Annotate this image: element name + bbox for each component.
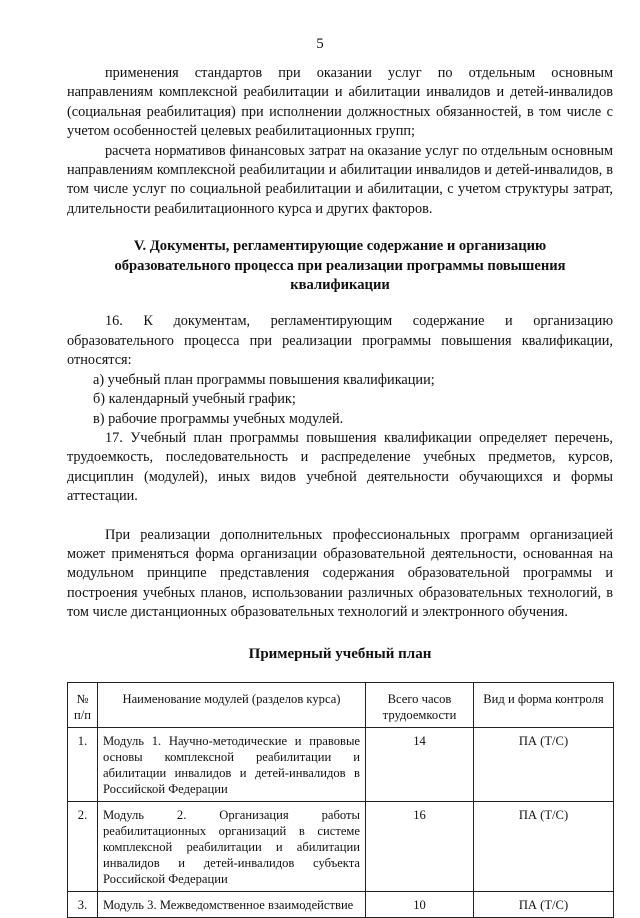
header-name: Наименование модулей (разделов курса) — [98, 682, 366, 727]
table-row — [68, 891, 614, 917]
row-module-name: Модуль 1. Научно-методические и правовые основы комплексной реабилитации и абилитации инвалидов и детей-инвалидов в Российской Федерации — [98, 727, 366, 801]
row-hours: 14 — [366, 727, 474, 801]
intro-paragraph-1: применения стандартов при оказании услуг по отдельным основным направлениям комплексной реабилитации и абилитации инвалидов и детей-инвалидов (социальная реабилитация) при исполнении должностных обязанностей, в том числе с учетом особенностей целевых реабилитационных групп; — [67, 65, 613, 140]
table-header-row — [68, 682, 614, 727]
row-control-form: ПА (Т/С) — [474, 727, 614, 801]
table-row — [68, 801, 614, 891]
row-module-name: Модуль 3. Межведомственное взаимодействие — [98, 891, 366, 917]
curriculum-table — [67, 682, 614, 918]
header-form: Вид и форма контроля — [474, 682, 614, 727]
header-num: № п/п — [68, 682, 98, 727]
list-item-a: а) учебный план программы повышения квалификации; — [93, 371, 435, 388]
row-control-form: ПА (Т/С) — [474, 801, 614, 891]
intro-paragraph-2: расчета нормативов финансовых затрат на оказание услуг по отдельным основным направлениям комплексной реабилитации и абилитации инвалидов и детей-инвалидов, в том числе услуг по социальной реабилитации и абилитации, с учетом структуры затрат, длительности реабилитационного курса и других факторов. — [67, 142, 613, 217]
plan-title: Примерный учебный план — [248, 645, 432, 662]
row-num: 1. — [68, 727, 98, 801]
row-hours: 16 — [366, 801, 474, 891]
row-hours: 10 — [366, 891, 474, 917]
paragraph-16: 16. К документам, регламентирующим содержание и организацию образовательного процесса при реализации программы повышения квалификации, относятся: — [67, 313, 613, 369]
list-item-c: в) рабочие программы учебных модулей. — [93, 410, 344, 427]
row-control-form: ПА (Т/С) — [474, 891, 614, 917]
row-module-name: Модуль 2. Организация работы реабилитационных организаций в системе комплексной реабилитации и абилитации инвалидов и детей-инвалидов субъекта Российской Федерации — [98, 801, 366, 891]
table-row — [68, 727, 614, 801]
header-hours: Всего часов трудоемкости — [366, 682, 474, 727]
paragraph-modular: При реализации дополнительных профессиональных программ организацией может применяться форма организации образовательной деятельности, основанная на модульном принципе представления содержания образовательной программы и построения учебных планов, использовании различных образовательных технологий, в том числе дистанционных образовательных технологий и электронного обучения. — [67, 526, 613, 621]
section-heading: V. Документы, регламентирующие содержание и организацию образовательного процесса при реализации программы повышения квалификации — [114, 238, 566, 294]
paragraph-17: 17. Учебный план программы повышения квалификации определяет перечень, трудоемкость, последовательность и распределение учебных предметов, курсов, дисциплин (модулей), иных видов учебной деятельности обучающихся и формы аттестации. — [67, 429, 613, 505]
list-item-b: б) календарный учебный график; — [93, 391, 296, 408]
document-body — [67, 64, 613, 918]
row-num: 2. — [68, 801, 98, 891]
page-number: 5 — [316, 36, 324, 52]
row-num: 3. — [68, 891, 98, 917]
